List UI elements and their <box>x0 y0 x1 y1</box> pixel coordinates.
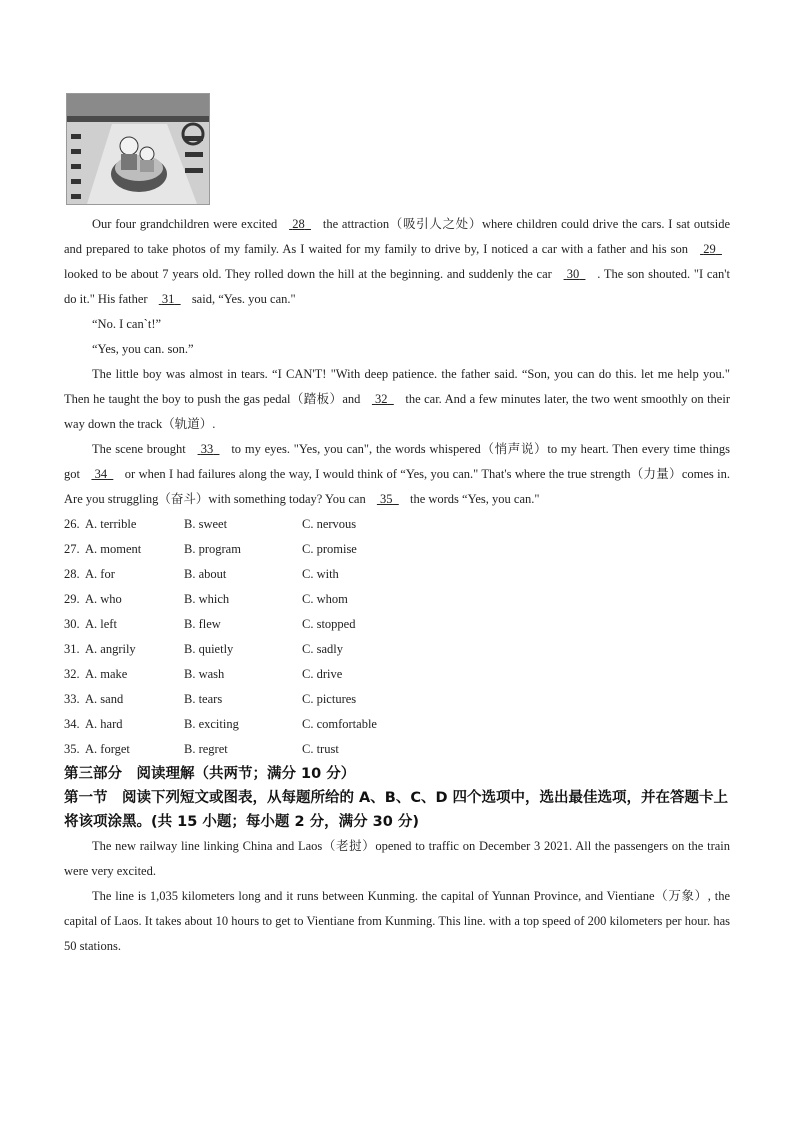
blank-33: 33 <box>200 442 214 456</box>
option-c: C. pictures <box>302 692 357 706</box>
blank-34: 34 <box>94 467 108 481</box>
option-row-35 <box>64 737 730 762</box>
question-number: 35. <box>64 742 80 756</box>
option-a: A. hard <box>85 717 123 731</box>
passage-text: the words “Yes, you can." <box>406 492 540 506</box>
passage-text: the car. And a few minutes later, the two went smoothly on their way down the track（轨道）. <box>64 392 730 431</box>
option-b: B. program <box>184 542 241 556</box>
blank-31: 31 <box>161 292 175 306</box>
part-3-title: 第三部分 阅读理解（共两节；满分 10 分） <box>64 766 356 782</box>
option-row-31 <box>64 637 730 662</box>
exam-text <box>64 212 730 959</box>
option-row-30 <box>64 612 730 637</box>
option-c: C. comfortable <box>302 717 377 731</box>
passage-text: to my eyes. "Yes, you can", the words whispered（悄声说）to my heart. Then every time things got <box>64 442 730 481</box>
passage-text: The scene brought <box>92 442 190 456</box>
option-a: A. moment <box>85 542 142 556</box>
option-c: C. stopped <box>302 617 356 631</box>
option-a: A. make <box>85 667 128 681</box>
question-number: 28. <box>64 567 80 581</box>
option-a: A. sand <box>85 692 124 706</box>
option-row-28 <box>64 562 730 587</box>
option-c: C. drive <box>302 667 343 681</box>
reading-paragraph-2: The line is 1,035 kilometers long and it runs between Kunming. the capital of Yunnan Province, and Vientiane（万象）, the capital of Laos. It takes about 10 hours to get to Vientiane from Kunming. This line. with a top speed of 200 kilometers per hour. has 50 stations. <box>64 889 730 953</box>
passage-text: the attraction（吸引人之处）where children could drive the cars. I sat outside and prepared to take photos of my family. As I waited for my family to drive by, I noticed a car with a father and his son <box>64 217 730 256</box>
option-b: B. regret <box>184 742 228 756</box>
option-b: B. exciting <box>184 717 239 731</box>
option-row-34 <box>64 712 730 737</box>
option-b: B. wash <box>184 667 225 681</box>
option-row-29 <box>64 587 730 612</box>
passage-text: looked to be about 7 years old. They rolled down the hill at the beginning. and suddenly the car <box>64 267 556 281</box>
passage-text: . The son shouted. "I can't do it." His father <box>64 267 730 306</box>
blank-29: 29 <box>703 242 716 256</box>
passage-paragraph-1 <box>64 212 730 312</box>
passage-paragraph-3: “Yes, you can. son.” <box>92 342 194 356</box>
option-a: A. for <box>85 567 115 581</box>
option-c: C. whom <box>302 592 348 606</box>
option-a: A. who <box>85 592 122 606</box>
option-b: B. about <box>184 567 227 581</box>
option-c: C. with <box>302 567 339 581</box>
blank-28: 28 <box>292 217 305 231</box>
option-row-33 <box>64 687 730 712</box>
blank-32: 32 <box>375 392 388 406</box>
option-a: A. forget <box>85 742 130 756</box>
bumper-car-drawing <box>67 94 209 204</box>
bumper-car-illustration <box>66 93 210 205</box>
passage-text: Our four grandchildren were excited <box>92 217 282 231</box>
passage-paragraph-4 <box>64 362 730 437</box>
option-b: B. which <box>184 592 230 606</box>
option-row-26 <box>64 512 730 537</box>
question-number: 32. <box>64 667 80 681</box>
option-b: B. tears <box>184 692 223 706</box>
question-number: 33. <box>64 692 80 706</box>
blank-30: 30 <box>566 267 580 281</box>
option-a: A. terrible <box>85 517 137 531</box>
option-a: A. angrily <box>85 642 136 656</box>
option-c: C. sadly <box>302 642 343 656</box>
passage-text: or when I had failures along the way, I would think of “Yes, you can." That's where the true strength（力量）comes in. Are you struggling（奋斗）with something today? You can <box>64 467 730 506</box>
option-c: C. promise <box>302 542 357 556</box>
question-number: 31. <box>64 642 80 656</box>
option-a: A. left <box>85 617 117 631</box>
question-number: 27. <box>64 542 80 556</box>
passage-paragraph-5 <box>64 437 730 512</box>
option-b: B. sweet <box>184 517 228 531</box>
option-b: B. quietly <box>184 642 234 656</box>
option-b: B. flew <box>184 617 221 631</box>
passage-paragraph-2: “No. I can`t!” <box>92 317 162 331</box>
passage-text: The little boy was almost in tears. “I CAN'T! "With deep patience. the father said. “Son, you can do this. let me help you." Then he taught the boy to push the gas pedal（踏板）and <box>64 367 730 406</box>
blank-35: 35 <box>380 492 393 506</box>
question-number: 26. <box>64 517 80 531</box>
reading-paragraph-1: The new railway line linking China and Laos（老挝）opened to traffic on December 3 2021. All the passengers on the train were very excited. <box>64 839 730 878</box>
passage-text: said, “Yes. you can." <box>188 292 296 306</box>
question-number: 29. <box>64 592 80 606</box>
option-c: C. trust <box>302 742 339 756</box>
option-c: C. nervous <box>302 517 357 531</box>
option-row-27 <box>64 537 730 562</box>
section-1-instructions: 第一节 阅读下列短文或图表，从每题所给的 A、B、C、D 四个选项中，选出最佳选项，并在答题卡上将该项涂黑。(共 15 小题；每小题 2 分，满分 30 分) <box>64 790 729 830</box>
answer-options <box>64 512 730 762</box>
question-number: 34. <box>64 717 80 731</box>
question-number: 30. <box>64 617 80 631</box>
option-row-32 <box>64 662 730 687</box>
